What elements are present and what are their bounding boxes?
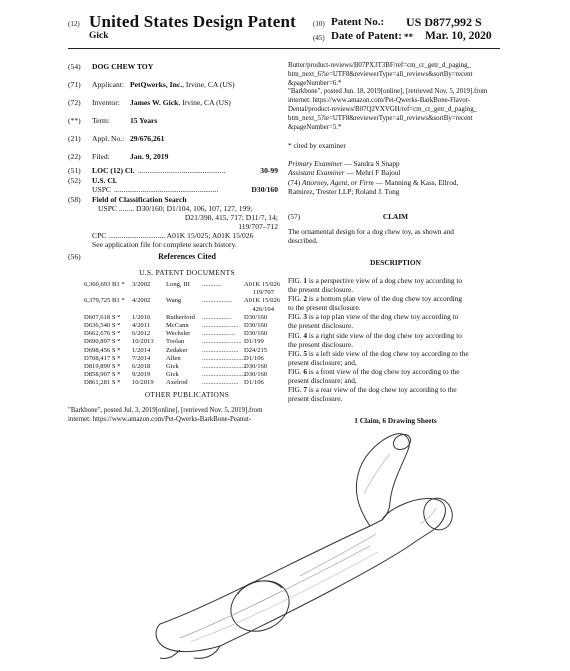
cited-by-examiner: * cited by examiner [288,141,346,150]
ref-name: Gick [166,362,179,370]
ref-dots: .......................... [202,354,245,362]
figure-description: FIG. 4 is a right side view of the dog chew toy according to the present disclosure. [288,330,462,349]
description-list [288,276,503,403]
reference-row [84,330,274,338]
primary-examiner: Primary Examiner — Sandra S Snapp [288,159,400,168]
ref-class: D30/160 [244,371,268,379]
ref-dots: .................. [202,313,232,321]
ref-number: D662,676 S * [84,330,121,338]
other-publication-1: "Barkbone", posted Jul. 3, 2019[online], [retrieved Nov. 5, 2019].from internet: https://www.amazon.com/Pet-Qwerks-BarkBone-Peanut- [68,407,263,424]
other-publications-heading: OTHER PUBLICATIONS [144,390,230,399]
ref-dots: ............ [202,281,222,288]
refs-heading: References Cited [158,252,216,261]
claims-sheets-summary: 1 Claim, 6 Drawing Sheets [354,416,437,425]
ref-date: 4/2011 [132,321,151,329]
other-publications-continued: Butter/product-reviews/B07PX3T3BF/ref=cm_cr_getr_d_paging_ btm_next_6?ie=UTF8&reviewerType=all_reviews&sortBy=recent &pageNumber=6.* "Barkbone", posted Jun. 18, 2019[online], [retrieved Nov. 5, 2019].from internet: https://www.amazon.com/Pet-Qwerks-BarkBone-Flavor- Dental/product-reviews/B07Q2VXVGH/ref=cm_cr_getr_d_paging_ btm_next_5?ie=UTF8&reviewerType=all_reviews&sortBy=recent &pageNumber=5.* [288,62,488,131]
us-patent-docs-heading: U.S. PATENT DOCUMENTS [139,268,235,277]
ref-class: D1/106 [244,379,264,387]
ref-date: 10/2013 [132,338,154,346]
ref-name: Rutherford [166,313,195,321]
ref-number: D708,417 S * [84,354,121,362]
ref-name: Gick [166,371,179,379]
date-stars: ** [404,32,413,42]
ref-class: D30/160 [244,362,268,370]
ref-dots: ...................... [202,379,239,387]
ref-date: 6/2018 [132,362,151,370]
figure-description: FIG. 5 is a left side view of the dog chew toy according to the present disclosure; and, [288,348,469,367]
ref-class: D30/160 [244,330,268,338]
claim-text: The ornamental design for a dog chew toy, as shown and described. [288,227,454,246]
date-label: Date of Patent: [331,30,402,42]
reference-row [84,355,274,363]
header-code-10: (10) [313,20,325,28]
reference-row [84,363,274,371]
claim-section: (57) CLAIM [288,212,409,221]
reference-row [84,338,274,346]
ref-class-secondary: 426/104 [252,305,274,313]
reference-row [84,314,274,322]
reference-row [84,371,274,379]
ref-number: D636,540 S * [84,321,121,329]
ref-number: 6,379,725 B1 * [84,297,125,305]
assistant-examiner: Assistant Examiner — Mehri F Bajoul [288,168,401,177]
figure-description: FIG. 2 is a bottom plan view of the dog chew toy according to the present disclosure. [288,294,463,313]
ref-class: D30/160 [244,313,268,321]
dog-chew-toy-drawing [120,428,500,660]
ref-name: Wechsler [166,330,191,338]
ref-dots: .................... [202,330,235,338]
ref-date: 9/2019 [132,371,151,379]
ref-date: 10/2019 [132,379,154,387]
toy-center-disc [223,572,298,641]
toy-upper-fork [356,434,409,526]
ref-number: D819,899 S * [84,362,121,370]
ref-class: A01K 15/026 [244,297,281,305]
ref-class-secondary: 119/707 [252,289,274,297]
ref-date: 1/2010 [132,313,151,321]
refs-code-56: (56) [68,252,81,261]
ref-date: 6/2012 [132,330,151,338]
ref-name: Long, III [166,281,190,288]
toy-shaft [156,499,445,652]
ref-class: D1/106 [244,354,264,362]
reference-row [84,281,281,289]
header-rule [68,48,500,49]
figure-description: FIG. 7 is a rear view of the dog chew toy according to the present disclosure. [288,385,457,404]
ref-date: 4/2002 [132,297,151,305]
header-code-12: (12) [68,20,80,28]
ref-date: 1/2014 [132,346,151,354]
patent-no-label: Patent No.: [331,16,385,28]
ref-dots: ........................ [202,338,242,346]
ref-number: D861,281 S * [84,379,121,387]
ref-name: McCann [166,321,189,329]
ref-class: D30/160 [244,321,268,329]
description-heading: DESCRIPTION [370,258,421,267]
reference-row [84,297,281,305]
ref-name: Axelrod [166,379,188,387]
document-title: United States Design Patent [89,12,297,31]
ref-date: 7/2014 [132,354,151,362]
ref-name: Allen [166,354,181,362]
ref-dots: ........................... [202,371,247,379]
ref-name: Wang [166,297,182,305]
ref-number: 6,360,693 B1 * [84,281,125,288]
ref-class: D24/215 [244,346,268,354]
reference-row [84,347,274,355]
ref-number: D690,897 S * [84,338,121,346]
ref-name: Zedaker [166,346,188,354]
ref-date: 3/2002 [132,281,151,288]
ref-class: D1/199 [244,338,264,346]
ref-dots: .................. [202,297,232,305]
ref-number: D698,456 S * [84,346,121,354]
figure-description: FIG. 1 is a perspective view of a dog chew toy according to the present disclosure. [288,276,463,295]
ref-number: D607,618 S * [84,313,121,321]
references-table [84,281,281,387]
ref-class: A01K 15/026 [244,281,281,288]
figure-description: FIG. 6 is a front view of the dog chew toy according to the present disclosure; and, [288,366,460,386]
ref-dots: ...................... [202,346,239,354]
patent-date: Mar. 10, 2020 [425,30,492,42]
attorney: (74) Attorney, Agent, or Firm — Manning & Kass, Ellrod, Ramirez, Trester LLP; Roland J. Tong [288,178,459,197]
reference-row [84,322,274,330]
ref-name: Toolan [166,338,185,346]
figure-description: FIG. 3 is a top plan view of the dog chew toy according to the present disclosure. [288,312,459,331]
ref-dots: ........................... [202,362,247,370]
reference-row [84,379,274,387]
header-code-45: (45) [313,34,325,42]
ref-number: D858,907 S * [84,371,121,379]
patent-number: US D877,992 S [406,15,482,29]
reference-row-continued [84,289,274,297]
ref-dots: ...................... [202,321,239,329]
toy-lower-fork [160,646,220,659]
reference-row-continued [84,306,274,314]
inventor-short: Gick [89,31,109,41]
